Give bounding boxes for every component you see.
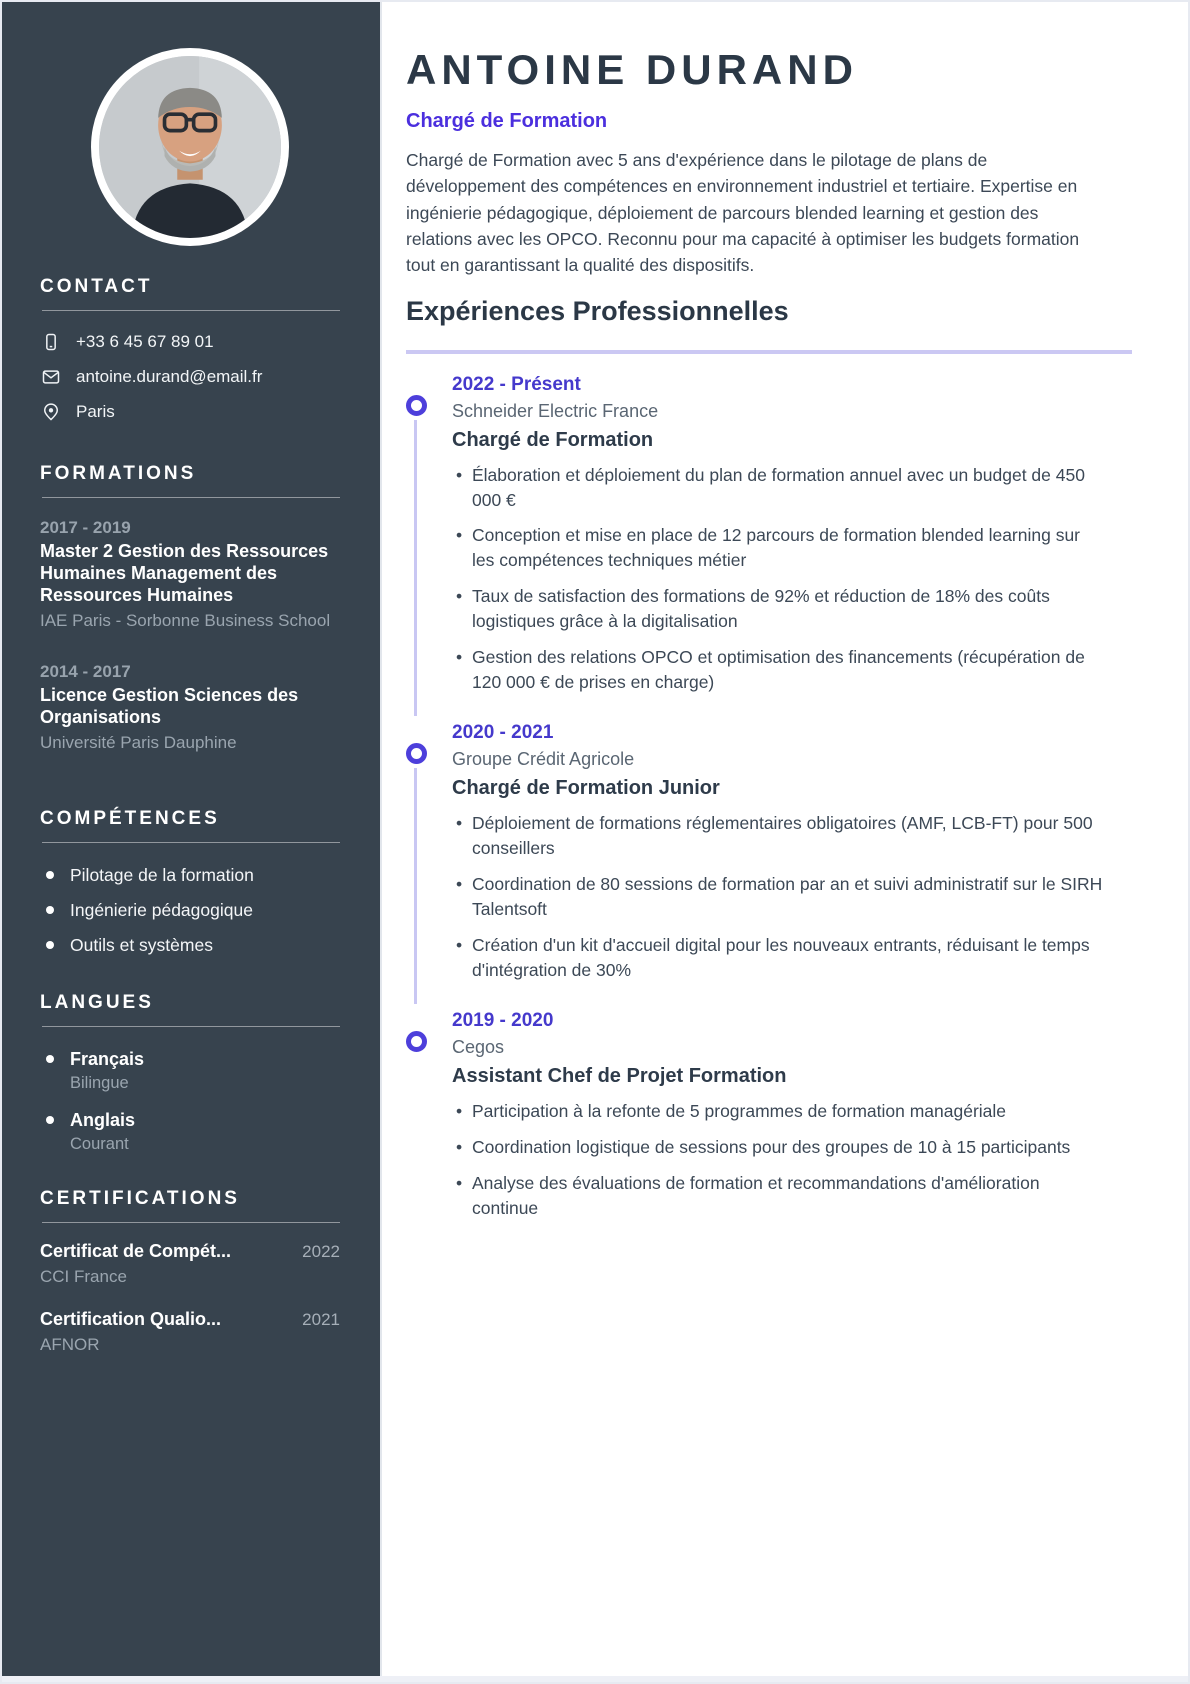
experience-timeline (406, 374, 1132, 1221)
bullet-dot-icon (46, 1055, 54, 1063)
bullet-dot-icon (46, 941, 54, 949)
education-item (40, 518, 340, 632)
certification-item (40, 1241, 340, 1287)
sidebar (2, 2, 382, 1682)
job-company: Cegos (452, 1037, 505, 1058)
contact-phone: +33 6 45 67 89 01 (76, 332, 214, 351)
main-content (382, 2, 1188, 1682)
language-list (46, 1049, 340, 1154)
experience-item (406, 722, 1132, 982)
timeline-dot-icon (406, 743, 427, 764)
contact-location: Paris (76, 402, 115, 421)
certification-issuer: CCI France (40, 1266, 127, 1286)
contact-title: CONTACT (40, 276, 153, 297)
job-bullet: • Participation à la refonte de 5 programmes de formation managériale (456, 1099, 1106, 1124)
bullet-dot-icon (46, 1116, 54, 1124)
formations-section (40, 463, 340, 754)
education-dates: 2017 - 2019 (40, 518, 131, 537)
timeline-connector (414, 420, 417, 717)
mail-icon (40, 366, 62, 388)
job-bullet: • Création d'un kit d'accueil digital pour les nouveaux entrants, réduisant le temps d'intégration de 30% (456, 933, 1106, 983)
divider (42, 1026, 340, 1027)
job-bullet: • Conception et mise en place de 12 parcours de formation blended learning sur les compétences techniques métier (456, 523, 1106, 573)
language-name: Anglais (70, 1109, 136, 1130)
langues-title: LANGUES (40, 991, 154, 1013)
language-item (46, 1049, 340, 1093)
timeline-dot-icon (406, 395, 427, 416)
avatar-illustration (99, 56, 281, 238)
job-role: Assistant Chef de Projet Formation (452, 1065, 787, 1088)
education-dates: 2014 - 2017 (40, 661, 131, 681)
bullet-dot-icon (46, 906, 54, 914)
contact-row-phone (40, 331, 340, 353)
timeline-dot-icon (406, 1031, 427, 1052)
divider (42, 310, 340, 311)
profile-summary: Chargé de Formation avec 5 ans d'expérience dans le pilotage de plans de développement des compétences en environnement industriel et tertiaire. Expertise en ingénierie pédagogique, déploiement de parcours blended learning et gestion des relations avec les OPCO. Reconnu pour ma capacité à optimiser les budgets formation tout en garantissant la qualité des dispositifs. (406, 150, 1080, 275)
job-bullet: • Coordination de 80 sessions de formation par an et suivi administratif sur le SIRH Talentsoft (456, 872, 1106, 922)
job-company: Schneider Electric France (452, 400, 659, 421)
timeline-connector (414, 768, 417, 1004)
experiences-title: Expériences Professionnelles (406, 296, 789, 327)
certification-year: 2021 (302, 1309, 340, 1329)
certifications-title: CERTIFICATIONS (40, 1187, 240, 1209)
location-icon (40, 401, 62, 423)
job-bullet: • Analyse des évaluations de formation et recommandations d'amélioration continue (456, 1171, 1106, 1221)
job-bullet: • Taux de satisfaction des formations de 92% et réduction de 18% des coûts logistiques grâce à la digitalisation (456, 584, 1106, 634)
job-bullet-list (456, 463, 1106, 695)
contact-email: antoine.durand@email.fr (76, 367, 263, 386)
profile-photo (91, 48, 289, 246)
job-bullet: • Déploiement de formations réglementaires obligatoires (AMF, LCB-FT) pour 500 conseillers (456, 811, 1106, 861)
education-school: IAE Paris - Sorbonne Business School (40, 610, 331, 630)
language-item (46, 1110, 340, 1154)
candidate-name: ANTOINE DURAND (406, 46, 858, 93)
divider (42, 1222, 340, 1223)
experience-item (406, 1010, 1132, 1220)
certification-item (40, 1309, 340, 1355)
certification-name: Certificat de Compét... (40, 1240, 232, 1261)
page-bottom-edge (2, 1676, 1188, 1682)
job-dates: 2022 - Présent (452, 373, 581, 395)
certification-year: 2022 (302, 1241, 340, 1261)
job-role: Chargé de Formation Junior (452, 777, 720, 800)
job-bullet: • Coordination logistique de sessions pour des groupes de 10 à 15 participants (456, 1135, 1106, 1160)
job-bullet-list (456, 1099, 1106, 1220)
skill-item (46, 865, 340, 886)
skill-label: Outils et systèmes (70, 934, 213, 955)
experience-item (406, 374, 1132, 695)
contact-row-email (40, 366, 340, 388)
education-item (40, 662, 340, 754)
education-degree: Licence Gestion Sciences des Organisations (40, 684, 299, 727)
certification-issuer: AFNOR (40, 1334, 100, 1354)
education-degree: Master 2 Gestion des Ressources Humaines Management des Ressources Humaines (40, 541, 329, 605)
skill-list (46, 865, 340, 956)
competences-title: COMPÉTENCES (40, 807, 220, 829)
skill-label: Ingénierie pédagogique (70, 899, 253, 920)
bullet-dot-icon (46, 871, 54, 879)
skill-item (46, 900, 340, 921)
language-level: Courant (70, 1134, 129, 1153)
langues-section (40, 992, 340, 1154)
formations-title: FORMATIONS (40, 463, 197, 484)
competences-section (40, 808, 340, 956)
language-level: Bilingue (70, 1073, 129, 1092)
job-bullet: • Élaboration et déploiement du plan de formation annuel avec un budget de 450 000 € (456, 463, 1106, 513)
certifications-section (40, 1188, 340, 1355)
candidate-job-title: Chargé de Formation (406, 110, 608, 132)
section-underline (406, 350, 1132, 354)
language-name: Français (70, 1048, 145, 1069)
contact-list (40, 331, 340, 423)
avatar-wrap (40, 48, 340, 246)
education-school: Université Paris Dauphine (40, 732, 237, 752)
divider (42, 497, 340, 498)
skill-label: Pilotage de la formation (70, 864, 254, 885)
job-role: Chargé de Formation (452, 428, 654, 451)
job-dates: 2020 - 2021 (452, 722, 554, 744)
skill-item (46, 935, 340, 956)
job-bullet-list (456, 811, 1106, 982)
divider (42, 842, 340, 843)
contact-section (40, 276, 340, 423)
certification-name: Certification Qualio... (40, 1308, 222, 1329)
job-bullet: • Gestion des relations OPCO et optimisation des financements (récupération de 120 000 € de prises en charge) (456, 645, 1106, 695)
job-company: Groupe Crédit Agricole (452, 749, 635, 770)
contact-row-location (40, 401, 340, 423)
job-dates: 2019 - 2020 (452, 1010, 554, 1032)
phone-icon (40, 331, 62, 353)
